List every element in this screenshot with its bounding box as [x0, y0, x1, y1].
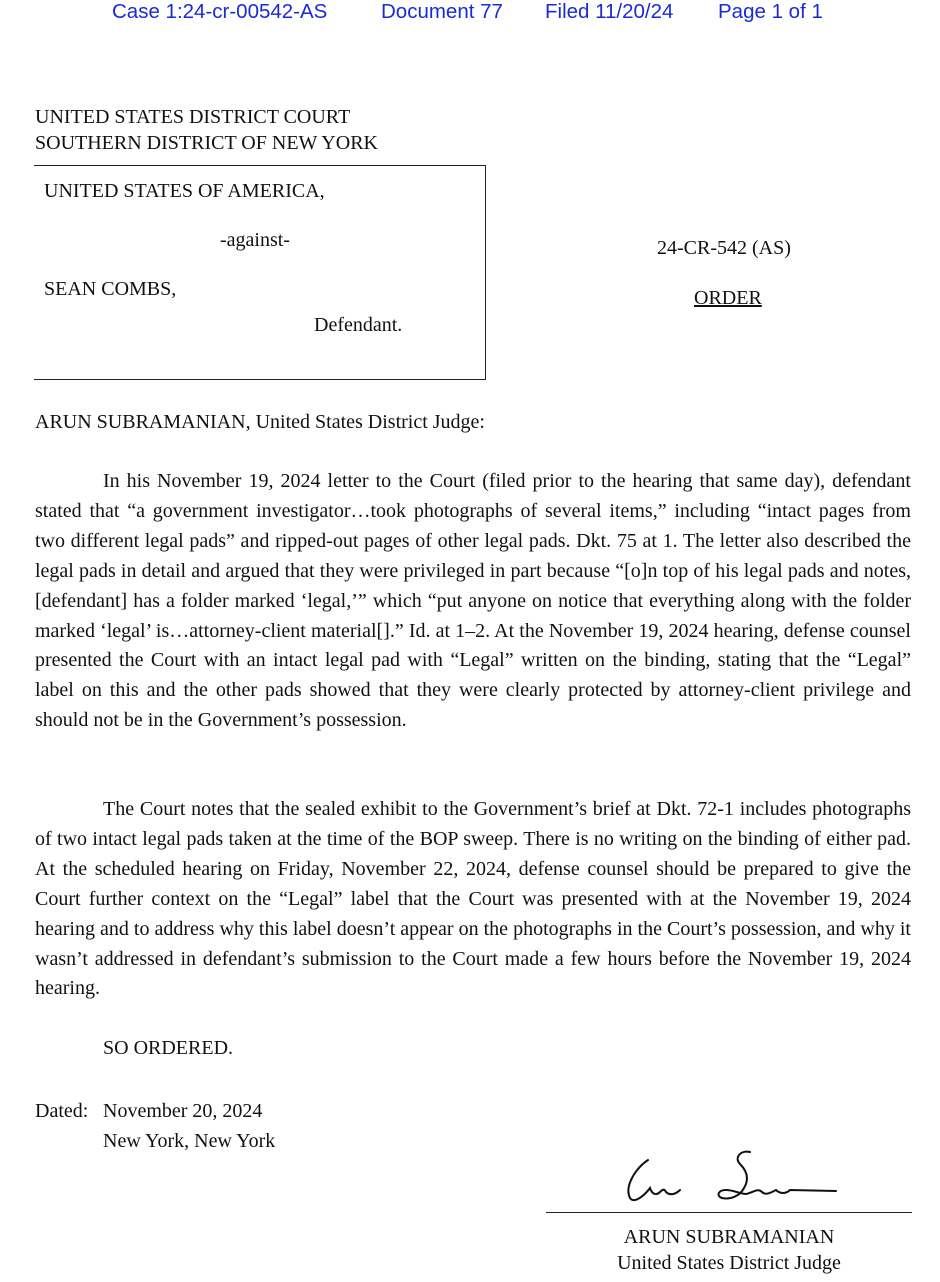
- judge-signature: [600, 1148, 870, 1208]
- court-heading: [35, 104, 378, 156]
- signatory-name: ARUN SUBRAMANIAN: [623, 1226, 835, 1248]
- document-number-stamp: Document 77: [381, 0, 503, 23]
- judge-intro: ARUN SUBRAMANIAN, United States District Judge:: [35, 411, 485, 433]
- body-paragraph: The Court notes that the sealed exhibit to the Government’s brief at Dkt. 72-1 includes photographs of two intact legal pads taken at the time of the BOP sweep. There is no writing on the binding of either pad. At the scheduled hearing on Friday, November 22, 2024, defense counsel should be prepared to give the Court further context on the “Legal” label that the Court was presented with at the November 19, 2024 hearing and to address why this label doesn’t appear on the photographs in the Court’s possession, and why it wasn’t addressed in defendant’s submission to the Court made a few hours before the November 19, 2024 hearing.: [35, 798, 911, 1000]
- signature-line: [546, 1212, 912, 1213]
- dated-location: New York, New York: [103, 1130, 276, 1152]
- dated-date: November 20, 2024: [103, 1100, 263, 1122]
- court-name-line: UNITED STATES DISTRICT COURT: [35, 106, 351, 128]
- dated-label: Dated:: [35, 1100, 89, 1122]
- case-caption-box: [34, 165, 486, 380]
- defendant-label: Defendant.: [314, 314, 403, 336]
- dated-block: [35, 1096, 275, 1156]
- document-title: ORDER: [694, 287, 762, 309]
- defendant-name: SEAN COMBS,: [44, 278, 177, 300]
- signatory-title: United States District Judge: [617, 1252, 841, 1274]
- page-count-stamp: Page 1 of 1: [718, 0, 823, 23]
- case-number-stamp: Case 1:24-cr-00542-AS: [112, 0, 328, 23]
- court-district-line: SOUTHERN DISTRICT OF NEW YORK: [35, 132, 378, 154]
- so-ordered: SO ORDERED.: [103, 1037, 234, 1059]
- body-paragraph: In his November 19, 2024 letter to the Court (filed prior to the hearing that same day), defendant stated that “a government investigator…took photographs of several items,” including “intact pages from two different legal pads” and ripped-out pages of other legal pads. Dkt. 75 at 1. The letter also described the legal pads in detail and argued that they were privileged in part because “[o]n top of his legal pads and notes, [defendant] has a folder marked ‘legal,’” which “put anyone on notice that everything along with the folder marked ‘legal’ is…attorney-client material[].” Id. at 1–2. At the November 19, 2024 hearing, defense counsel presented the Court with an intact legal pad with “Legal” written on the binding, stating that the “Legal” label on this and the other pads showed that they were clearly protected by attorney-client privilege and should not be in the Government’s possession.: [35, 470, 911, 732]
- against-label: -against-: [220, 229, 290, 251]
- filed-date-stamp: Filed 11/20/24: [545, 0, 674, 23]
- docket-number: 24-CR-542 (AS): [657, 237, 791, 259]
- plaintiff-name: UNITED STATES OF AMERICA,: [44, 180, 325, 202]
